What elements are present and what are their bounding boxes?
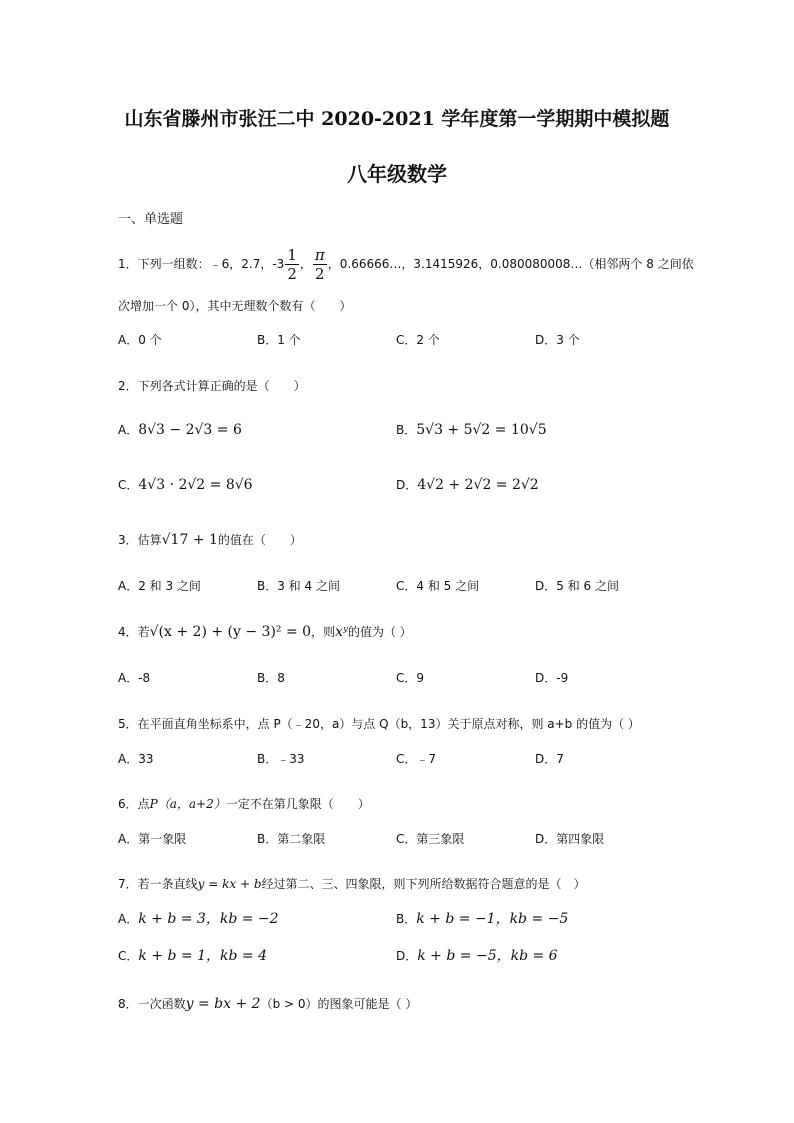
q4-option-b: B．8 (257, 671, 285, 685)
q2-option-b-expression: 5√3 + 5√2 = 10√5 (416, 422, 547, 438)
q2-option-a-expression: 8√3 − 2√3 = 6 (138, 422, 242, 438)
q7-option-d-expression: k + b = −5，kb = 6 (417, 948, 558, 964)
q2-option-b: B．5√3 + 5√2 = 10√5 (396, 422, 547, 438)
q1-option-a: A．0 个 (118, 333, 162, 347)
section-heading: 一、单选题 (118, 212, 184, 227)
question-6-stem: 6．点P（a，a+2）一定不在第几象限（ ） (118, 797, 370, 811)
question-5-stem: 5．在平面直角坐标系中，点 P（﹣20，a）与点 Q（b，13）关于原点对称，则 a+b 的值为（ ） (118, 717, 640, 731)
question-4-stem: 4．若√(x + 2) + (y − 3)² = 0，则xʸ的值为（ ） (118, 624, 412, 640)
q7-option-d: D．k + b = −5，kb = 6 (396, 948, 558, 964)
q5-option-b: B．﹣33 (257, 752, 305, 766)
q7-option-c: C．k + b = 1，kb = 4 (118, 948, 267, 964)
q3-option-c: C．4 和 5 之间 (396, 579, 480, 593)
q5-option-d: D．7 (535, 752, 564, 766)
q7-option-b-expression: k + b = −1，kb = −5 (416, 911, 569, 927)
q7-option-a-expression: k + b = 3，kb = −2 (138, 911, 279, 927)
q4-option-a: A．-8 (118, 671, 151, 685)
fraction-pi-half: $\frac{\pi}{2}$ (314, 246, 325, 283)
q1-rest: ，0.66666…，3.1415926，0.080080008…（相邻两个 8 之间依 (327, 257, 694, 271)
question-7-stem: 7．若一条直线y = kx + b经过第二、三、四象限，则下列所给数据符合题意的是（ ） (118, 877, 586, 891)
question-2-stem: 2．下列各式计算正确的是（ ） (118, 379, 306, 393)
q1-option-d: D．3 个 (535, 333, 580, 347)
q1-option-b: B．1 个 (257, 333, 301, 347)
q2-option-d-expression: 4√2 + 2√2 = 2√2 (417, 477, 539, 493)
q3-option-d: D．5 和 6 之间 (535, 579, 619, 593)
question-3-stem: 3．估算√17 + 1的值在（ ） (118, 532, 302, 548)
q5-option-c: C．﹣7 (396, 752, 437, 766)
q3-option-a: A．2 和 3 之间 (118, 579, 201, 593)
question-1-line-2: 次增加一个 0），其中无理数个数有（ ） (118, 299, 352, 313)
q2-option-a: A．8√3 − 2√3 = 6 (118, 422, 242, 438)
q4-expression: √(x + 2) + (y − 3)² = 0 (149, 624, 312, 640)
question-1-line-1: 1．下列一组数：﹣6，2.7，-3 $\frac{1}{2}$ ， $\frac{\pi}{2}$ ，0.66666…，3.1415926，0.080080008…（相邻两个 8 之间依 (118, 246, 694, 283)
fraction-one-half: $\frac{1}{2}$ (287, 246, 297, 283)
q6-option-d: D．第四象限 (535, 832, 605, 846)
document-subtitle: 八年级数学 (347, 162, 447, 186)
q7-line-equation: y = kx + b (197, 877, 262, 891)
q2-option-d: D．4√2 + 2√2 = 2√2 (396, 477, 539, 493)
q4-option-c: C．9 (396, 671, 425, 685)
q7-option-c-expression: k + b = 1，kb = 4 (138, 948, 267, 964)
q6-option-a: A．第一象限 (118, 832, 187, 846)
q8-function-expression: y = bx + 2 (185, 996, 261, 1012)
q3-option-b: B．3 和 4 之间 (257, 579, 340, 593)
question-8-stem: 8．一次函数y = bx + 2（b > 0）的图象可能是（ ） (118, 996, 418, 1012)
q2-option-c-expression: 4√3 · 2√2 = 8√6 (138, 477, 253, 493)
q1-option-c: C．2 个 (396, 333, 440, 347)
q3-expression: √17 + 1 (161, 532, 218, 548)
q6-option-b: B．第二象限 (257, 832, 326, 846)
q7-option-b: B．k + b = −1，kb = −5 (396, 911, 569, 927)
q1-lead: 1．下列一组数：﹣6，2.7，-3 (118, 257, 285, 271)
q5-option-a: A．33 (118, 752, 154, 766)
q7-option-a: A．k + b = 3，kb = −2 (118, 911, 279, 927)
q4-option-d: D．-9 (535, 671, 569, 685)
q4-power-expression: xʸ (335, 624, 348, 640)
q6-point-expression: P（a，a+2） (149, 797, 226, 811)
q6-option-c: C．第三象限 (396, 832, 465, 846)
q2-option-c: C．4√3 · 2√2 = 8√6 (118, 477, 253, 493)
document-title: 山东省滕州市张汪二中 2020-2021 学年度第一学期期中模拟题 (124, 108, 670, 130)
